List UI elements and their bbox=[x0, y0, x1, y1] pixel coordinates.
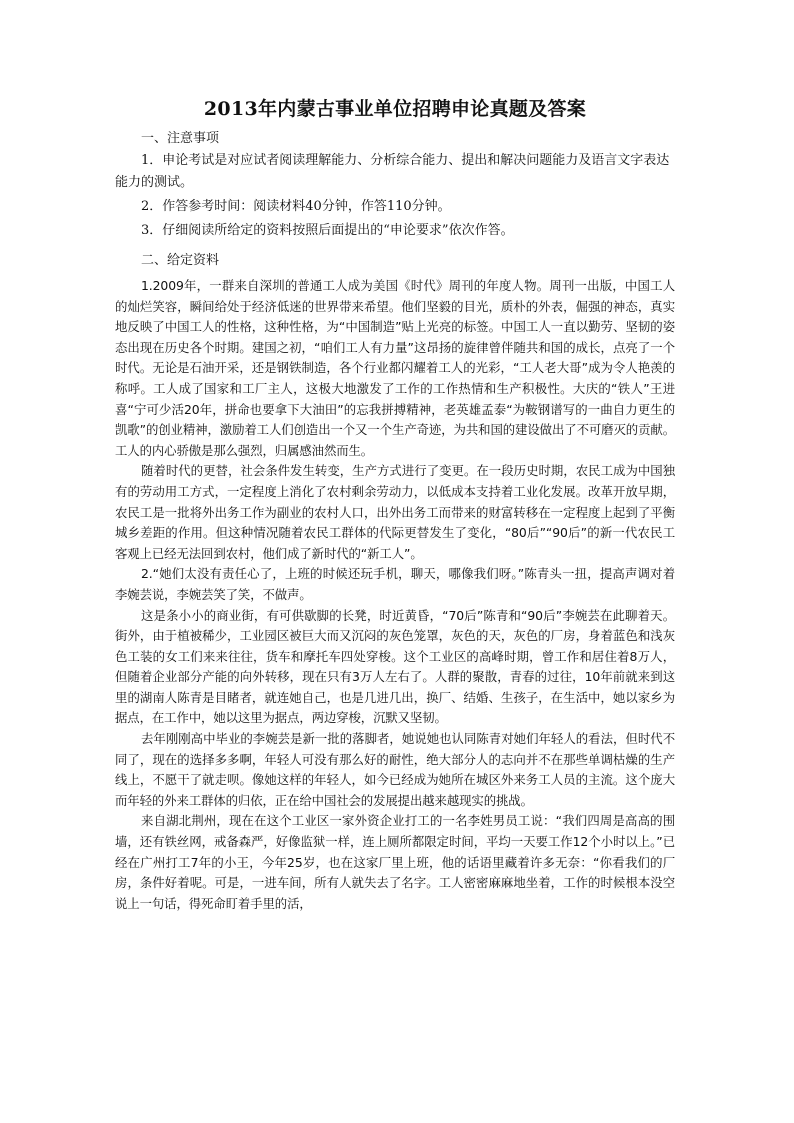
note-item-2: 2．作答参考时间：阅读材料40分钟，作答110分钟。 bbox=[141, 199, 451, 214]
material-paragraph-6: 来自湖北荆州，现在在这个工业区一家外资企业打工的一名李姓男员工说：“我们四周是高高的围墙，还有铁丝网，戒备森严，好像监狱一样，连上厕所都限定时间，平均一天要工作12个小时以上。”已经在广州打工7年的小王，今年25岁，也在这家厂里上班，他的话语里藏着许多无奈：“你看我们的厂房，条件好着呢。可是，一进车间，所有人就失去了名字。工人密密麻麻地坐着，工作的时候根本没空说上一句话，得死命盯着手里的活， bbox=[115, 813, 675, 911]
section-heading-notes: 一、注意事项 bbox=[141, 131, 220, 146]
material-paragraph-2: 随着时代的更替，社会条件发生转变，生产方式进行了变更。在一段历史时期，农民工成为中国独有的劳动用工方式，一定程度上消化了农村剩余劳动力，以低成本支持着工业化发展。改革开放早期，农民工是一批将外出务工作为副业的农村人口，出外出务工而带来的财富转移在一定程度上起到了平衡城乡差距的作用。但这种情况随着农民工群体的代际更替发生了变化，“80后”“90后”的新一代农民工客观上已经无法回到农村，他们成了新时代的“新工人”。 bbox=[115, 463, 675, 561]
document-content bbox=[115, 96, 675, 914]
material-paragraph-5: 去年刚刚高中毕业的李婉芸是新一批的落脚者，她说她也认同陈青对她们年轻人的看法，但时代不同了，现在的选择多多啊，年轻人可没有那么好的耐性，绝大部分人的志向并不在那些单调枯燥的生产线上，不愿干了就走呗。像她这样的年轻人，如今已经成为她所在城区外来务工人员的主流。这个庞大而年轻的外来工群体的归依，正在给中国社会的发展提出越来越现实的挑战。 bbox=[115, 731, 675, 808]
material-paragraph-4: 这是条小小的商业街，有可供歇脚的长凳，时近黄昏，“70后”陈青和“90后”李婉芸在此聊着天。街外，由于植被稀少，工业园区被巨大而又沉闷的灰色笼罩，灰色的天，灰色的厂房，身着蓝色和浅灰色工装的女工们来来往往，货车和摩托车四处穿梭。这个工业区的高峰时期，曾工作和居住着8万人，但随着企业部分产能的向外转移，现在只有3万人左右了。人群的聚散，青春的过往，10年前就来到这里的湖南人陈青是目睹者，就连她自己，也是几进几出，换厂、结婚、生孩子，在生活中，她以家乡为据点，在工作中，她以这里为据点，两边穿梭，沉默又坚韧。 bbox=[115, 607, 675, 726]
material-paragraph-1: 1.2009年，一群来自深圳的普通工人成为美国《时代》周刊的年度人物。周刊一出版，中国工人的灿烂笑容，瞬间给处于经济低迷的世界带来希望。他们坚毅的目光，质朴的外表，倔强的神态，真实地反映了中国工人的性格，这种性格，为“中国制造”贴上光亮的标签。中国工人一直以勤劳、坚韧的姿态出现在历史各个时期。建国之初，“咱们工人有力量”这昂扬的旋律曾伴随共和国的成长，点亮了一个时代。无论是石油开采，还是钢铁制造，各个行业都闪耀着工人的光彩，“工人老大哥”成为令人艳羡的称呼。工人成了国家和工厂主人，这极大地激发了工作的工作热情和生产积极性。大庆的“铁人”王进喜“宁可少活20年，拼命也要拿下大油田”的忘我拼搏精神，老英雄孟泰“为鞍钢谱写的一曲自力更生的凯歌”的创业精神，激励着工人们创造出一个又一个生产奇迹，为共和国的建设做出了不可磨灭的贡献。工人的内心骄傲是那么强烈，归属感油然而生。 bbox=[115, 278, 675, 458]
material-paragraph-3: 2.“她们太没有责任心了，上班的时候还玩手机，聊天，哪像我们呀。”陈青头一扭，提高声调对着李婉芸说，李婉芸笑了笑，不做声。 bbox=[115, 566, 675, 602]
note-item-3: 3．仔细阅读所给定的资料按照后面提出的“申论要求”依次作答。 bbox=[141, 223, 514, 238]
note-item-1: 1．申论考试是对应试者阅读理解能力、分析综合能力、提出和解决问题能力及语言文字表达能力的测试。 bbox=[115, 153, 670, 190]
section-heading-materials: 二、给定资料 bbox=[141, 253, 220, 268]
document-title: 2013年内蒙古事业单位招聘申论真题及答案 bbox=[203, 98, 587, 120]
